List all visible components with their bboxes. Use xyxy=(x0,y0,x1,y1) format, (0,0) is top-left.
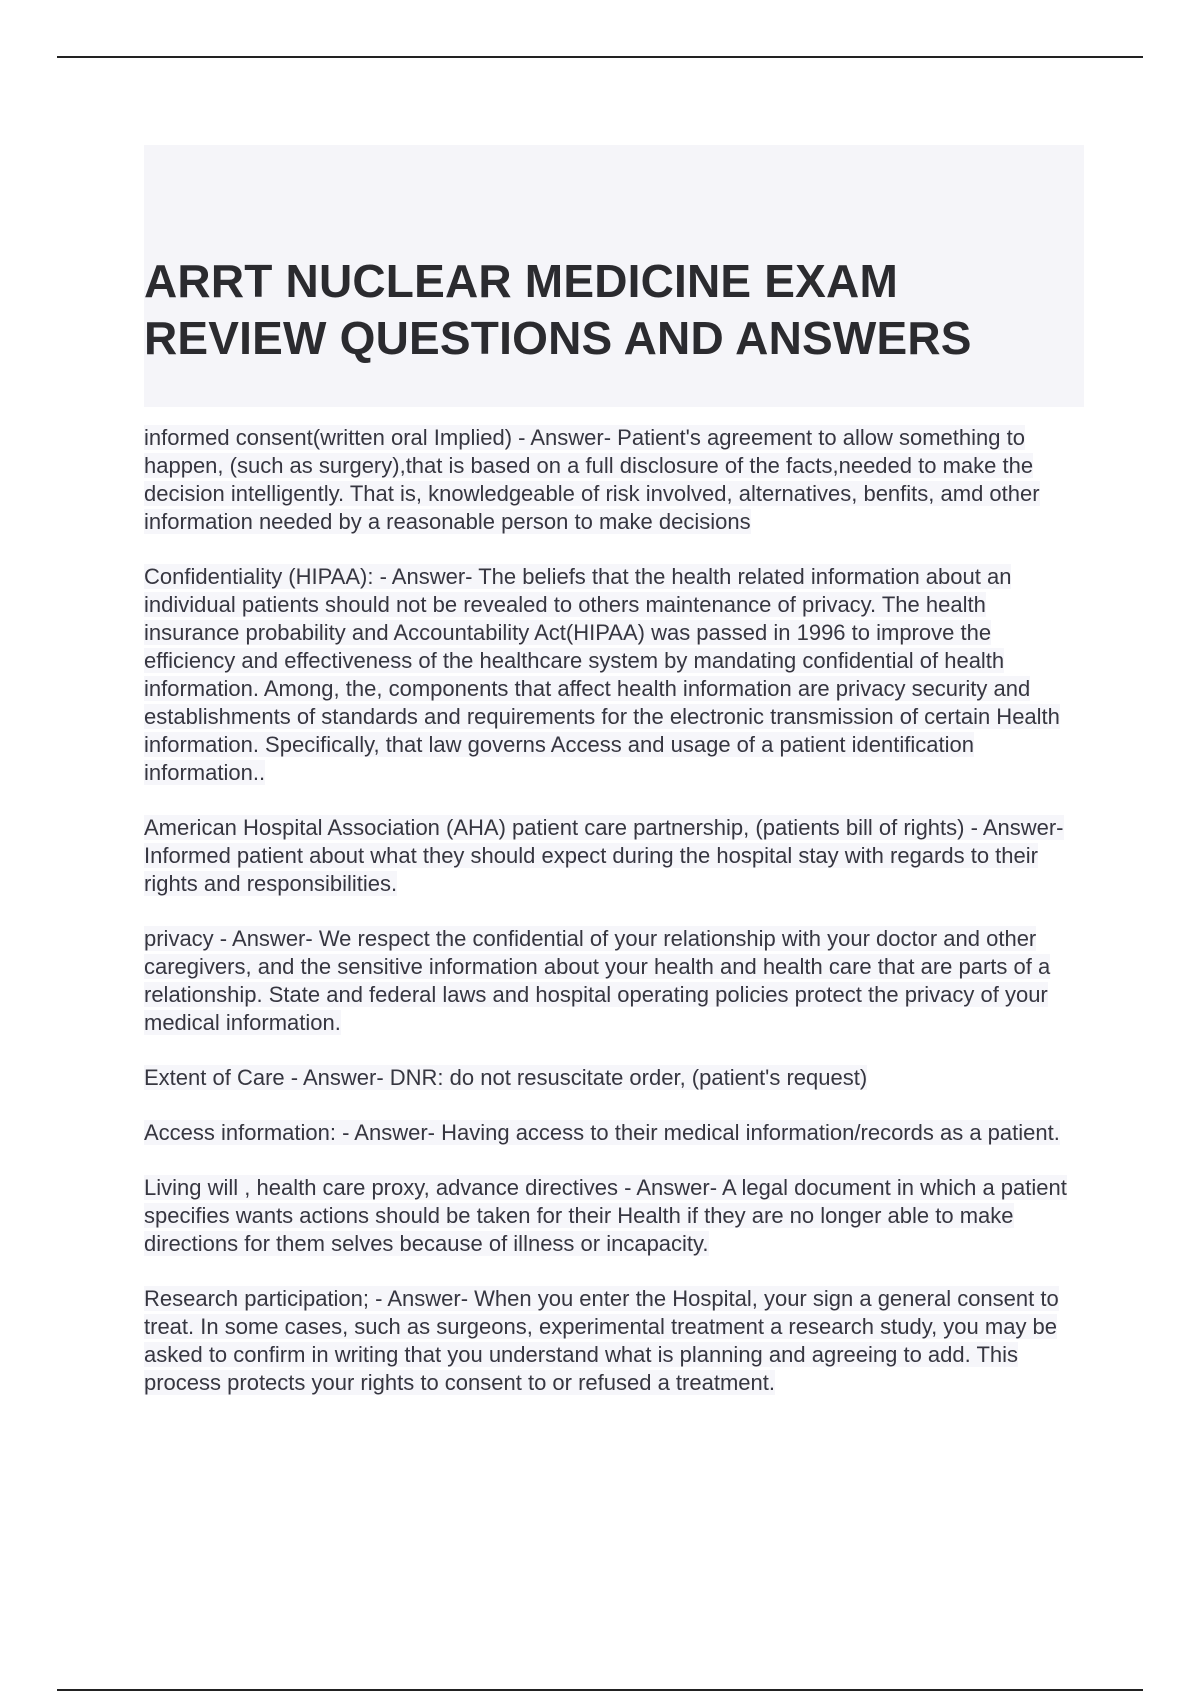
qa-list xyxy=(144,424,1084,1397)
qa-item-access-information: Access information: - Answer- Having access to their medical information/records as a patient. xyxy=(144,1120,1060,1145)
qa-item-privacy: privacy - Answer- We respect the confidential of your relationship with your doctor and other caregivers, and the sensitive information about your health and health care that are parts of a relationship. State and federal laws and hospital operating policies protect the privacy of your medical information. xyxy=(144,926,1051,1035)
title-line-2: REVIEW QUESTIONS AND ANSWERS xyxy=(144,312,972,364)
document-body xyxy=(144,145,1084,1424)
qa-item-informed-consent: informed consent(written oral Implied) - Answer- Patient's agreement to allow something to happen, (such as surgery),that is based on a full disclosure of the facts,needed to make the decision intelligently. That is, knowledgeable of risk involved, alternatives, benfits, amd other information needed by a reasonable person to make decisions xyxy=(144,425,1040,534)
title-block xyxy=(144,145,1084,407)
top-rule xyxy=(57,56,1143,58)
document-title xyxy=(144,253,1084,367)
title-line-1: ARRT NUCLEAR MEDICINE EXAM xyxy=(144,255,898,307)
qa-item-research-participation: Research participation; - Answer- When you enter the Hospital, your sign a general consent to treat. In some cases, such as surgeons, experimental treatment a research study, you may be asked to confirm in writing that you understand what is planning and agreeing to add. This process protects your rights to consent to or refused a treatment. xyxy=(144,1286,1059,1395)
bottom-rule xyxy=(57,1689,1143,1691)
qa-item-confidentiality: Confidentiality (HIPAA): - Answer- The beliefs that the health related information about an individual patients should not be revealed to others maintenance of privacy. The health insurance probability and Accountability Act(HIPAA) was passed in 1996 to improve the efficiency and effectiveness of the healthcare system by mandating confidential of health information. Among, the, components that affect health information are privacy security and establishments of standards and requirements for the electronic transmission of certain Health information. Specifically, that law governs Access and usage of a patient identification information.. xyxy=(144,564,1060,785)
qa-item-living-will: Living will , health care proxy, advance directives - Answer- A legal document in which a patient specifies wants actions should be taken for their Health if they are no longer able to make directions for them selves because of illness or incapacity. xyxy=(144,1175,1067,1256)
qa-item-extent-of-care: Extent of Care - Answer- DNR: do not resuscitate order, (patient's request) xyxy=(144,1065,868,1090)
qa-item-aha-partnership: American Hospital Association (AHA) patient care partnership, (patients bill of rights) - Answer- Informed patient about what they should expect during the hospital stay with regards to their rights and responsibilities. xyxy=(144,815,1064,896)
